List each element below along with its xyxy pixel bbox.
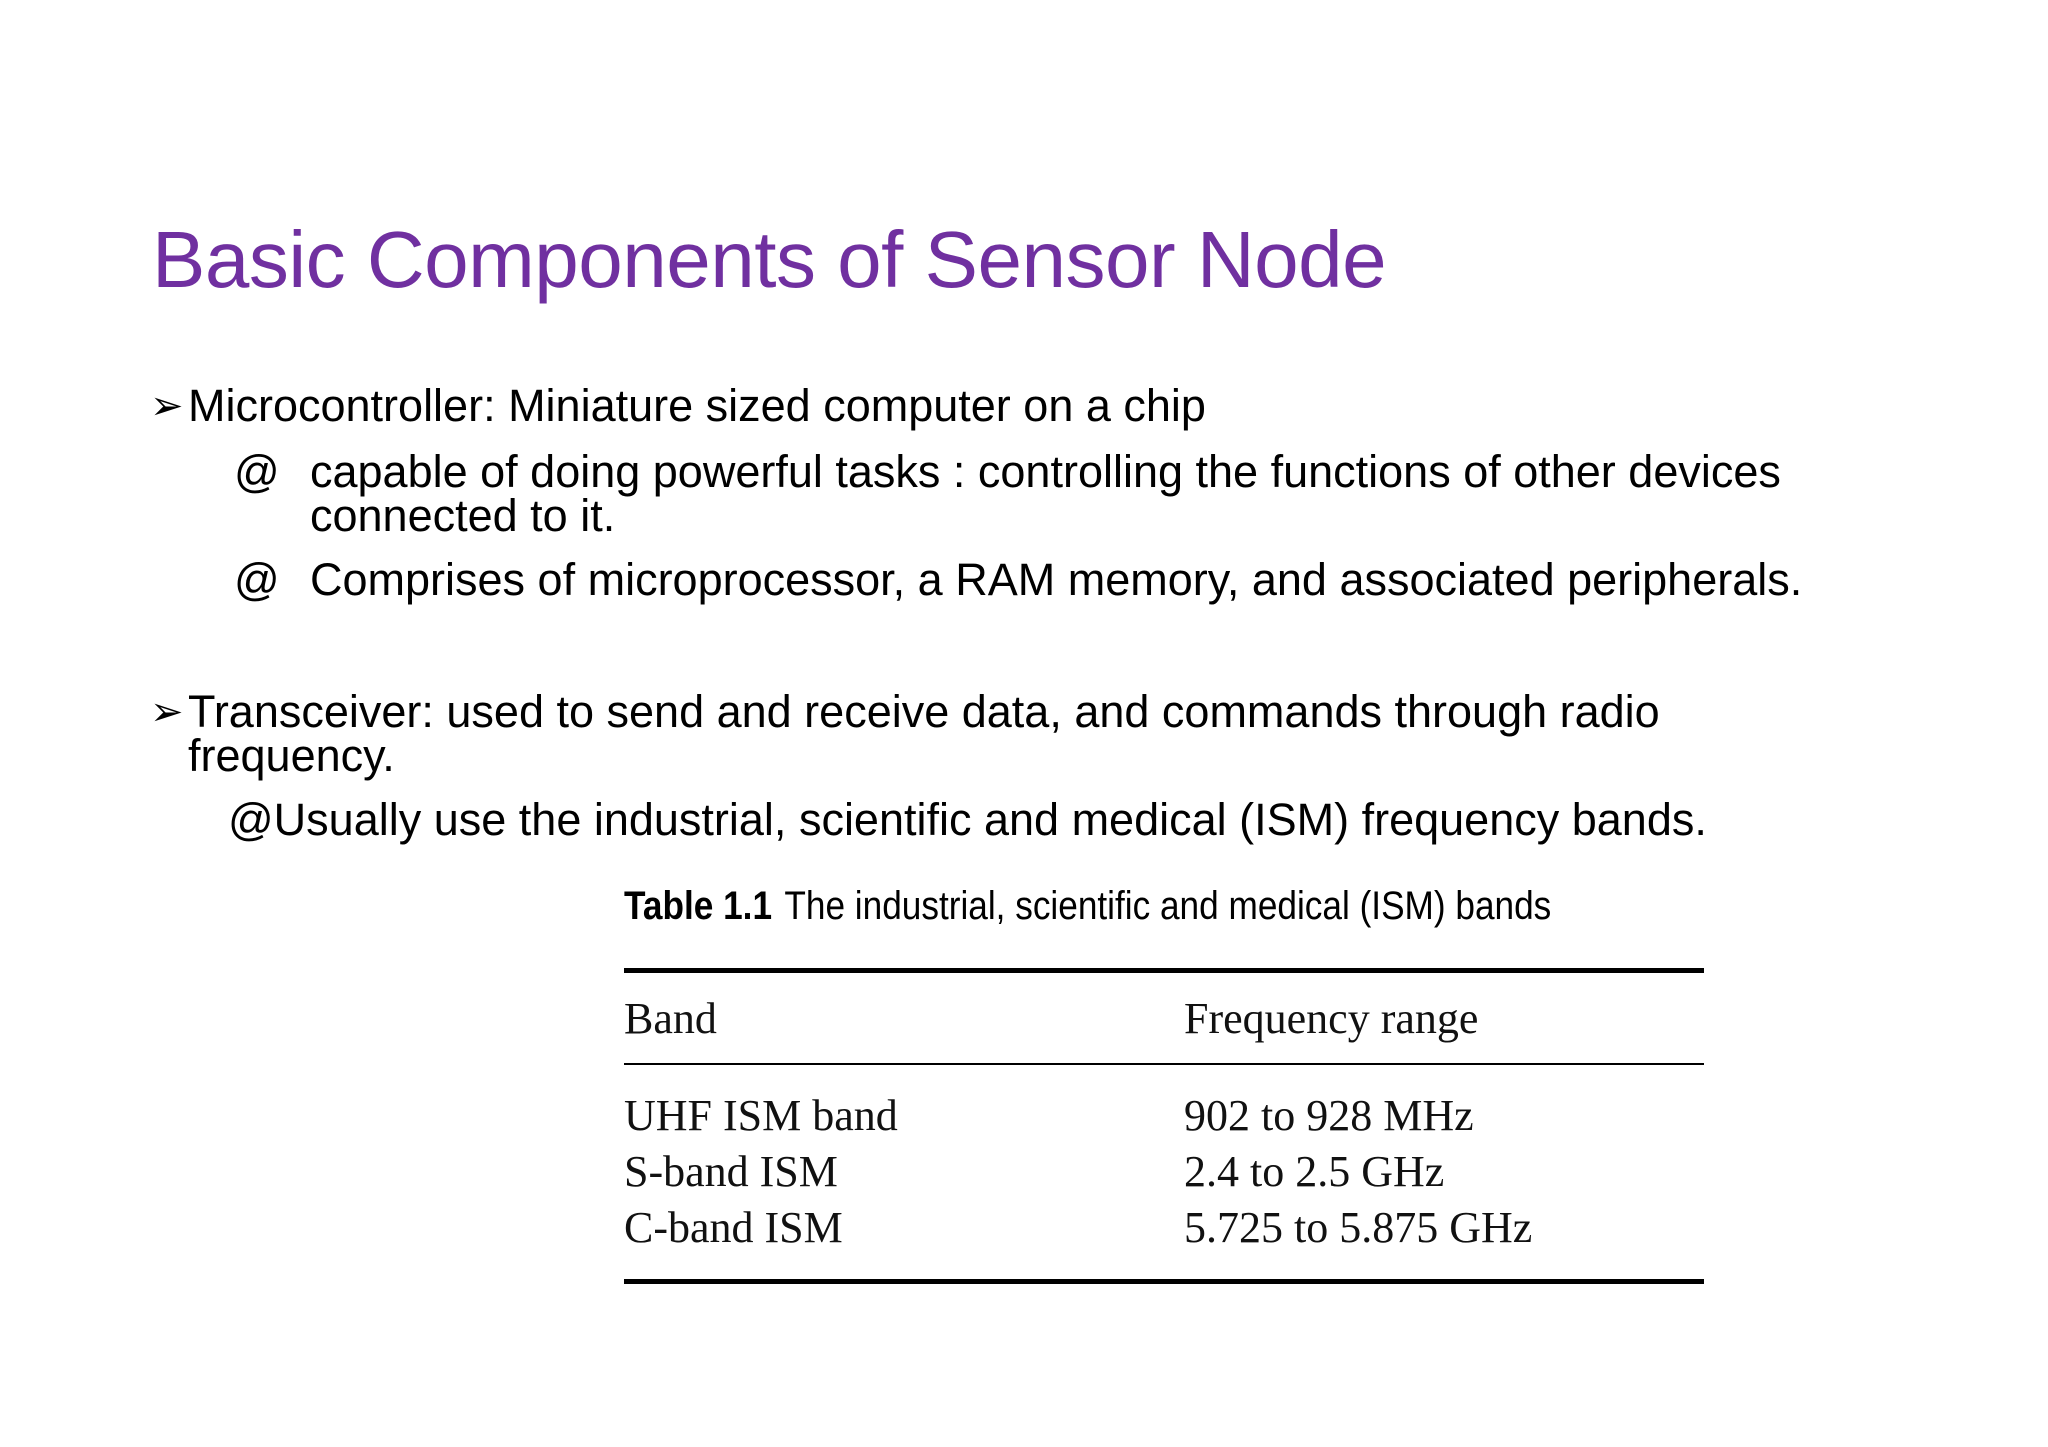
table-header-row	[624, 973, 1704, 1063]
table-body	[624, 1065, 1704, 1279]
sub-point-ism: @Usually use the industrial, scientific and medical (ISM) frequency bands.	[228, 794, 1707, 845]
bullet-microcontroller	[150, 380, 1206, 431]
table-header-band: Band	[624, 993, 717, 1043]
table-row	[624, 1087, 1704, 1143]
table-cell-frequency: 902 to 928 MHz	[1184, 1090, 1474, 1140]
sub-point-capable	[234, 446, 1884, 550]
table-caption-text: The industrial, scientific and medical (ISM) bands	[784, 884, 1552, 928]
table-cell-band: S-band ISM	[624, 1146, 838, 1196]
table-caption	[624, 878, 1574, 934]
arrow-bullet-icon: ➢	[150, 384, 184, 428]
sub-point-text: Comprises of microprocessor, a RAM memory, and associated peripherals.	[310, 554, 1803, 605]
sub-point-line: capable of doing powerful tasks : controlling the functions of other devices	[310, 446, 1781, 497]
table-caption-label: Table 1.1	[624, 884, 773, 928]
slide-title: Basic Components of Sensor Node	[152, 215, 1387, 304]
sub-point-line: connected to it.	[310, 490, 616, 541]
table-cell-frequency: 2.4 to 2.5 GHz	[1184, 1146, 1445, 1196]
sub-point-comprises	[234, 554, 1884, 608]
ism-bands-table	[624, 878, 1704, 1284]
arrow-bullet-icon: ➢	[150, 690, 184, 734]
table-row	[624, 1143, 1704, 1199]
table-cell-band: C-band ISM	[624, 1202, 843, 1252]
sub-point-text	[310, 446, 1781, 541]
table-row	[624, 1199, 1704, 1255]
table-cell-frequency: 5.725 to 5.875 GHz	[1184, 1202, 1533, 1252]
at-bullet-icon: @	[234, 446, 280, 497]
at-bullet-icon: @	[234, 554, 280, 605]
bullet-transceiver	[150, 686, 1660, 781]
table-bottom-rule	[624, 1279, 1704, 1284]
bullet-microcontroller-text: Microcontroller: Miniature sized computer on a chip	[188, 380, 1206, 431]
bullet-transceiver-text: Transceiver: used to send and receive data, and commands through radio	[188, 686, 1660, 737]
table-header-frequency: Frequency range	[1184, 993, 1479, 1043]
bullet-transceiver-continuation: frequency.	[188, 730, 395, 781]
table-cell-band: UHF ISM band	[624, 1090, 898, 1140]
